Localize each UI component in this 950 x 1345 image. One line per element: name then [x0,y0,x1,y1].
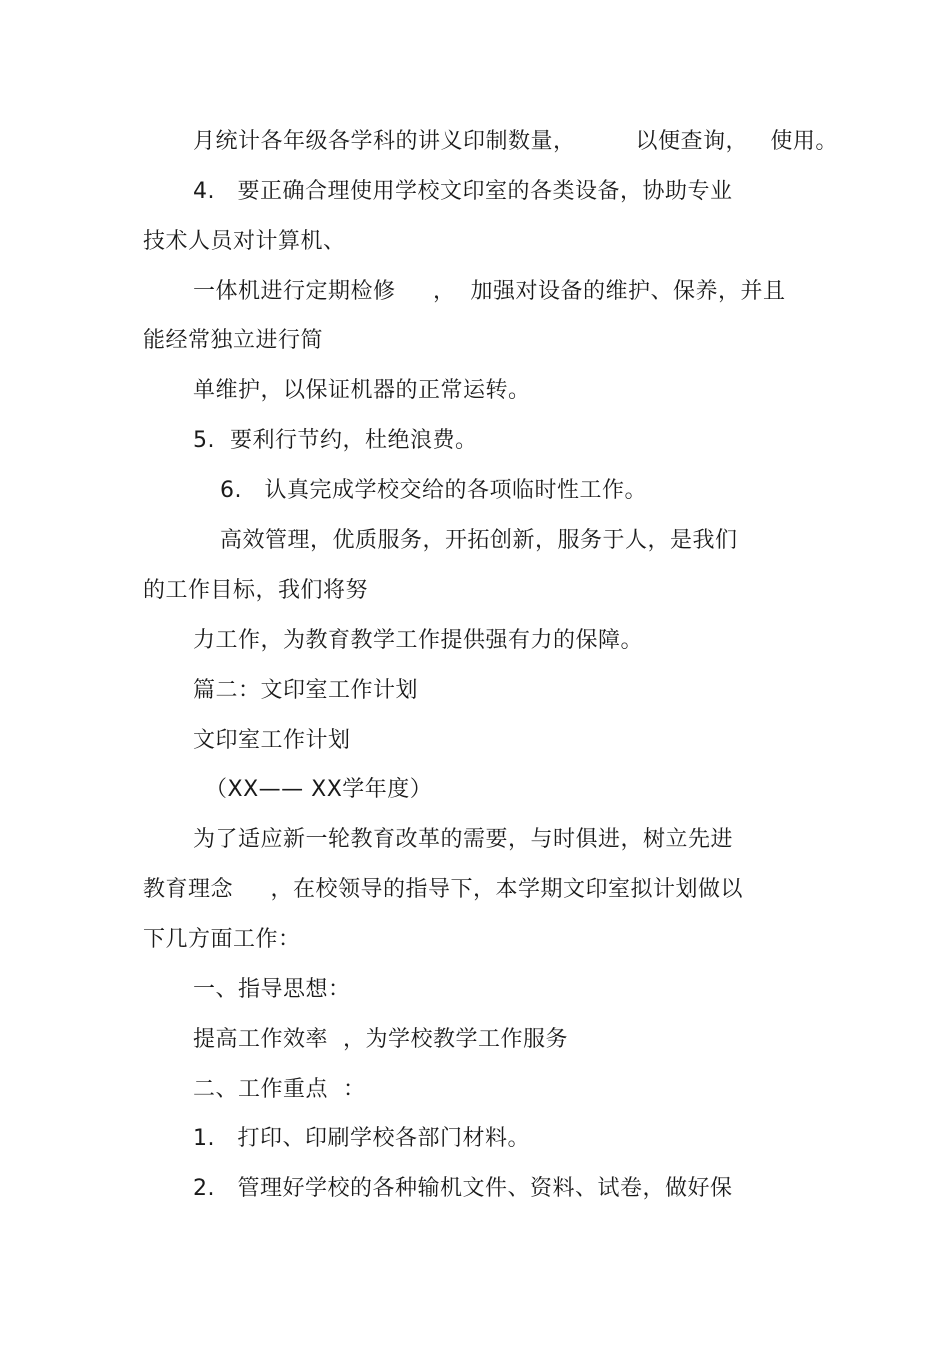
subheading: 二、工作重点 ： [193,1077,366,1102]
list-item: 2. 管理好学校的各种输机文件、资料、试卷，做好保 [193,1176,733,1201]
text-line: 单维护，以保证机器的正常运转。 [193,378,531,403]
text-line: 力工作，为教育教学工作提供强有力的保障。 [193,628,644,653]
text-line: 能经常独立进行简 [143,328,324,353]
text-line: 下几方面工作： [143,927,301,952]
text-line: 4. 要正确合理使用学校文印室的各类设备，协助专业 [193,179,733,204]
section-heading: 篇二：文印室工作计划 [193,678,419,703]
text-line: 提高工作效率 ，为学校教学工作服务 [193,1027,568,1052]
text-line: 5. 要利行节约，杜绝浪费。 [193,428,478,453]
text-line: 月统计各年级各学科的讲义印制数量， 以便查询， 使用。 [193,129,838,154]
text-line: 的工作目标，我们将努 [143,578,369,603]
text-line: 一体机进行定期检修 ， 加强对设备的维护、保养，并且 [193,279,786,304]
text-line: 教育理念 ，在校领导的指导下，本学期文印室拟计划做以 [143,877,743,902]
text-line: 6. 认真完成学校交给的各项临时性工作。 [220,478,647,503]
subheading: 一、指导思想： [193,977,351,1002]
school-year: （XX—— XX学年度） [205,777,433,802]
text-line: 为了适应新一轮教育改革的需要，与时俱进，树立先进 [193,827,734,852]
document-title: 文印室工作计划 [193,728,351,753]
text-line: 技术人员对计算机、 [143,229,346,254]
text-line: 高效管理，优质服务，开拓创新，服务于人，是我们 [220,528,738,553]
list-item: 1. 打印、印刷学校各部门材料。 [193,1126,530,1151]
